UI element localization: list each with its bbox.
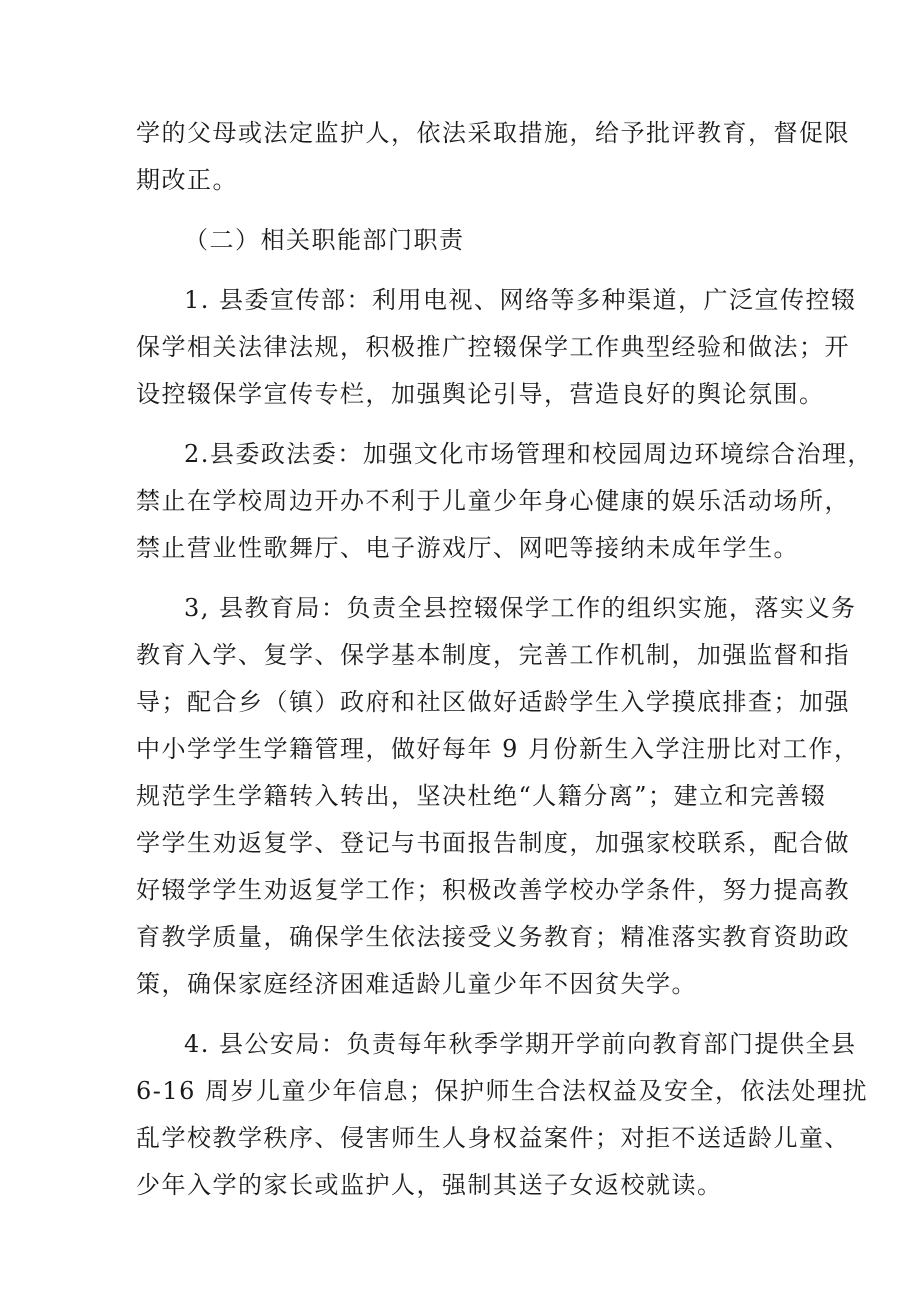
paragraph-line: 育教学质量，确保学生依法接受义务教育；精准落实教育资助政 <box>136 923 850 951</box>
paragraph-line: 2.县委政法委：加强文化市场管理和校园周边环境综合治理， <box>184 440 873 468</box>
paragraph-line: 3, 县教育局：负责全县控辍保学工作的组织实施，落实义务 <box>184 594 857 622</box>
paragraph-line: 学的父母或法定监护人，依法采取措施，给予批评教育，督促限 <box>136 119 850 147</box>
paragraph-line: 6-16 周岁儿童少年信息；保护师生合法权益及安全，依法处理扰 <box>136 1077 869 1105</box>
item-paragraph-2 <box>136 431 873 572</box>
paragraph-line: 学学生劝返复学、登记与书面报告制度，加强家校联系，配合做 <box>136 829 850 857</box>
paragraph-line: 中小学学生学籍管理，做好每年 9 月份新生入学注册比对工作， <box>136 735 860 763</box>
paragraph-line: 策，确保家庭经济困难适龄儿童少年不因贫失学。 <box>136 970 697 998</box>
paragraph-line: 禁止营业性歌舞厅、电子游戏厅、网吧等接纳未成年学生。 <box>136 534 799 562</box>
paragraph-line: 保学相关法律法规，积极推广控辍保学工作典型经验和做法；开 <box>136 333 850 361</box>
paragraph-line: 4. 县公安局：负责每年秋季学期开学前向教育部门提供全县 <box>184 1030 857 1058</box>
paragraph-line: 规范学生学籍转入转出，坚决杜绝“人籍分离”；建立和完善辍 <box>136 782 827 810</box>
paragraph-line: 禁止在学校周边开办不利于儿童少年身心健康的娱乐活动场所， <box>136 487 850 515</box>
paragraph-line: 少年入学的家长或监护人，强制其送子女返校就读。 <box>136 1171 723 1199</box>
item-paragraph-1 <box>136 277 857 418</box>
paragraph-line: 1. 县委宣传部：利用电视、网络等多种渠道，广泛宣传控辍 <box>184 286 857 314</box>
intro-paragraph <box>136 110 850 204</box>
document-body <box>136 110 873 1209</box>
paragraph-line: 好辍学学生劝返复学工作；积极改善学校办学条件，努力提高教 <box>136 876 850 904</box>
paragraph-line: 导；配合乡（镇）政府和社区做好适龄学生入学摸底排查；加强 <box>136 688 850 716</box>
paragraph-line: 教育入学、复学、保学基本制度，完善工作机制，加强监督和指 <box>136 641 850 669</box>
item-paragraph-4 <box>136 1021 869 1209</box>
section-heading: （二）相关职能部门职责 <box>184 226 465 254</box>
paragraph-line: 设控辍保学宣传专栏，加强舆论引导，营造良好的舆论氛围。 <box>136 380 825 408</box>
item-paragraph-3 <box>136 585 860 1008</box>
paragraph-line: 乱学校教学秩序、侵害师生人身权益案件；对拒不送适龄儿童、 <box>136 1124 850 1152</box>
paragraph-line: 期改正。 <box>136 166 238 194</box>
